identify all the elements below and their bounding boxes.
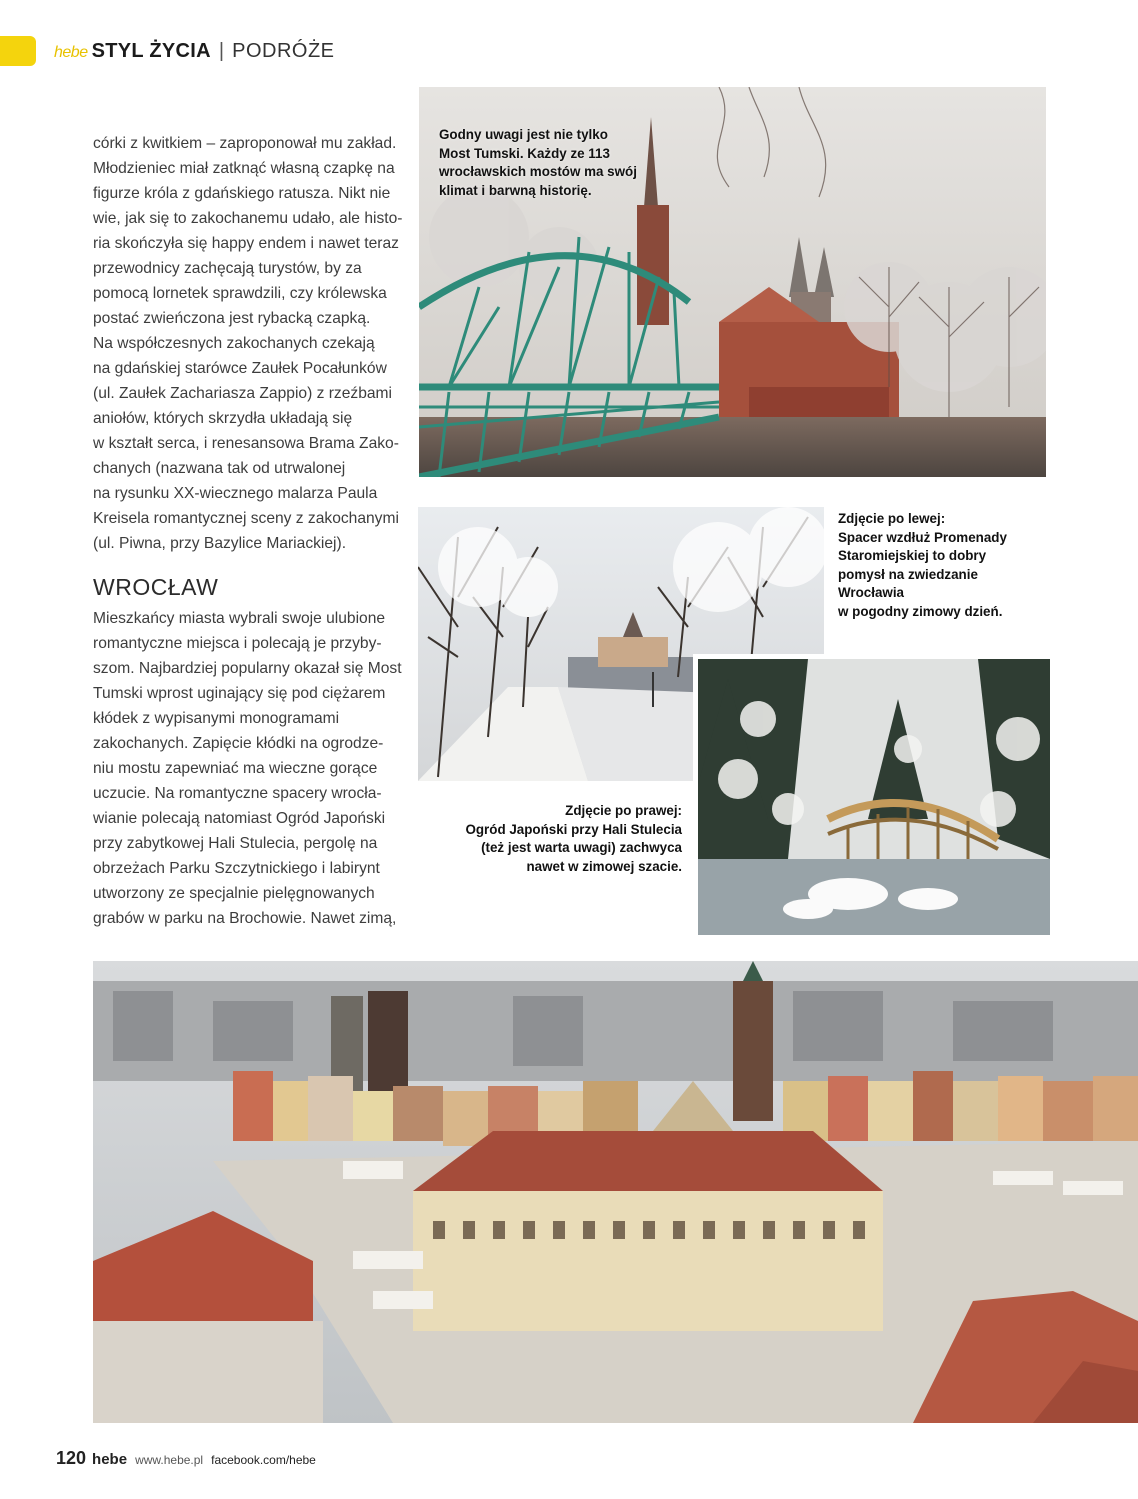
article-line: w kształt serca, i renesansowa Brama Zako- — [93, 435, 399, 452]
photo-japanese-garden — [693, 654, 1050, 935]
header-separator: | — [218, 40, 225, 62]
caption-right-photo — [428, 802, 682, 876]
footer-website-link[interactable]: www.hebe.pl — [135, 1453, 204, 1467]
article-line: (ul. Piwna, przy Bazylice Mariackiej). — [93, 535, 347, 552]
caption-line: Staromiejskiej to dobry — [838, 548, 987, 563]
caption-line: Zdjęcie po lewej: — [838, 511, 946, 526]
caption-line: Most Tumski. Każdy ze 113 — [439, 145, 610, 161]
header-subsection-title: PODRÓŻE — [232, 40, 335, 62]
caption-line: klimat i barwną historię. — [439, 182, 592, 198]
article-line: figurze króla z gdańskiego ratusza. Nikt nie — [93, 185, 391, 202]
article-line: Młodzieniec miał zatknąć własną czapkę na — [93, 160, 395, 177]
caption-line: (też jest warta uwagi) zachwyca — [481, 840, 682, 855]
section-heading-wroclaw: WROCŁAW — [93, 574, 219, 600]
article-line: na gdańskiej starówce Zaułek Pocałunków — [93, 360, 387, 377]
article-line: aniołów, których skrzydła układają się — [93, 410, 353, 427]
caption-line: w pogodny zimowy dzień. — [838, 603, 1003, 619]
caption-line: Godny uwagi jest nie tylko — [439, 127, 608, 142]
footer-facebook-link[interactable]: facebook.com/hebe — [211, 1453, 316, 1467]
article-line: (ul. Zaułek Zachariasza Zappio) z rzeźbami — [93, 385, 392, 402]
article-line: uczucie. Na romantyczne spacery wrocła- — [93, 785, 382, 802]
article-column-bottom — [93, 606, 413, 931]
article-line: kłódek z wypisanymi monogramami — [93, 710, 340, 727]
article-line: grabów w parku na Brochowie. Nawet zimą, — [93, 910, 397, 927]
article-line: wianie polecają natomiast Ogród Japoński — [93, 810, 386, 827]
photo-market-square-panorama — [93, 961, 1138, 1423]
article-line: córki z kwitkiem – zaproponował mu zakład. — [93, 135, 397, 152]
header-section-title: STYL ŻYCIA — [91, 40, 211, 62]
article-line: wie, jak się to zakochanemu udało, ale histo- — [93, 210, 403, 227]
article-line: romantyczne miejsca i polecają je przyby- — [93, 635, 382, 652]
caption-bridge — [439, 126, 679, 200]
page-header — [54, 40, 335, 66]
article-line: ria skończyła się happy endem i nawet teraz — [93, 235, 399, 252]
section-color-tab — [0, 36, 36, 66]
article-line: przy zabytkowej Hali Stulecia, pergolę na — [93, 835, 378, 852]
header-brand-logo: hebe — [54, 44, 88, 61]
article-line: chanych (nazwana tak od utrwalonej — [93, 460, 346, 477]
article-line: zakochanych. Zapięcie kłódki na ogrodze- — [93, 735, 384, 752]
caption-line: wrocławskich mostów ma swój — [439, 164, 637, 179]
article-line: obrzeżach Parku Szczytnickiego i labirynt — [93, 860, 380, 877]
article-line: Tumski wprost uginający się pod ciężarem — [93, 685, 386, 702]
caption-line: Wrocławia — [838, 585, 904, 600]
article-line: przewodnicy zachęcają turystów, by za — [93, 260, 362, 277]
footer-brand: hebe — [92, 1451, 128, 1468]
article-line: na rysunku XX-wiecznego malarza Paula — [93, 485, 378, 502]
caption-left-photo — [838, 510, 1048, 621]
page-footer — [56, 1448, 316, 1469]
article-line: utworzony ze specjalnie pielęgnowanych — [93, 885, 375, 902]
article-column-top — [93, 131, 413, 556]
article-line: szom. Najbardziej popularny okazał się Most — [93, 660, 402, 677]
caption-line: pomysł na zwiedzanie — [838, 566, 978, 582]
caption-line: Ogród Japoński przy Hali Stulecia — [465, 821, 682, 837]
page-number: 120 — [56, 1448, 87, 1468]
caption-line: nawet w zimowej szacie. — [526, 858, 682, 874]
article-line: Mieszkańcy miasta wybrali swoje ulubione — [93, 610, 386, 627]
caption-line: Spacer wzdłuż Promenady — [838, 529, 1007, 545]
article-line: postać zwieńczona jest rybacką czapką. — [93, 310, 371, 327]
article-line: Na współczesnych zakochanych czekają — [93, 335, 375, 352]
caption-line: Zdjęcie po prawej: — [565, 803, 682, 818]
article-line: Kreisela romantycznej sceny z zakochanymi — [93, 510, 399, 527]
article-line: niu mostu zapewniać ma wieczne gorące — [93, 760, 378, 777]
article-line: pomocą lornetek sprawdzili, czy królewska — [93, 285, 387, 302]
